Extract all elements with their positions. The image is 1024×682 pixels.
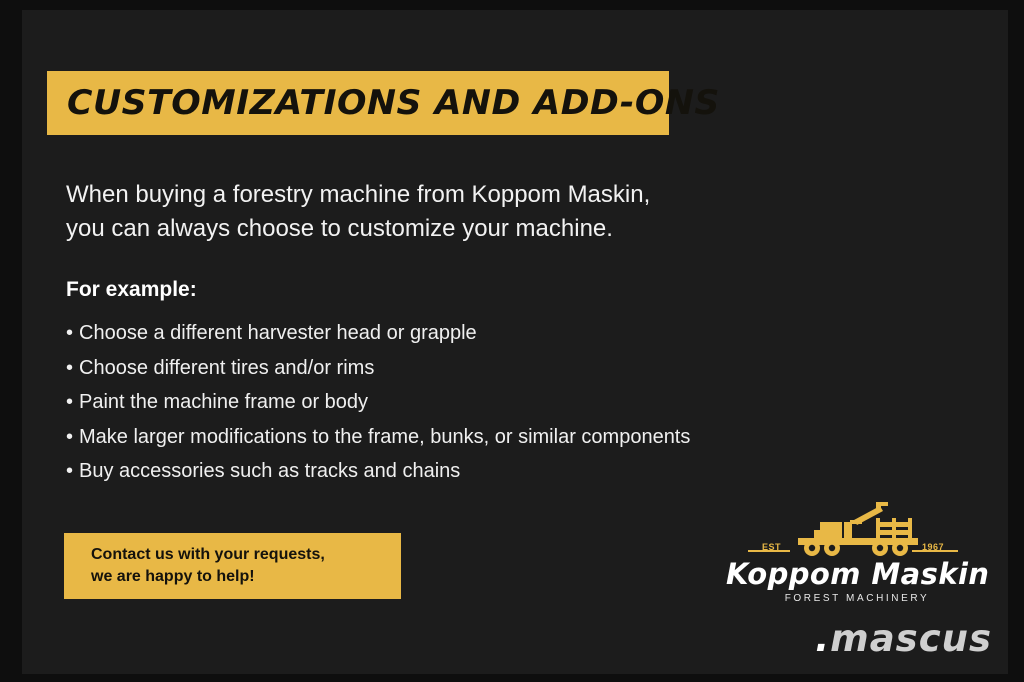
list-item-label: Make larger modifications to the frame, bunks, or similar components [79,425,691,448]
cta-line-2: we are happy to help! [91,568,255,585]
mascus-dot: . [815,617,831,660]
bullet-marker-icon: • [66,356,74,379]
list-item-label: Paint the machine frame or body [79,391,369,413]
background-top-bar [0,0,1024,10]
intro-line-2: you can always choose to customize your machine. [66,215,613,242]
list-item-label: Buy accessories such as tracks and chains [79,460,461,482]
mascus-watermark [742,617,992,660]
list-item [66,391,886,426]
bullet-marker-icon: • [66,322,74,344]
list-item [66,460,886,495]
intro-paragraph [66,178,766,246]
bullet-marker-icon: • [66,460,74,482]
list-item-label: Choose different tires and/or rims [79,356,375,379]
page-title: CUSTOMIZATIONS AND ADD-ONS [67,83,720,123]
bullet-marker-icon: • [66,425,74,448]
list-item [66,426,886,461]
list-item [66,322,886,357]
bullet-marker-icon: • [66,391,74,413]
background-left-bar [0,0,22,682]
intro-line-1: When buying a forestry machine from Koppom Maskin, [66,181,651,208]
background-bottom-bar [0,674,1024,682]
bullet-list [66,322,886,495]
logo-company-name: Koppom Maskin [726,557,990,591]
company-logo [726,500,988,612]
mascus-text: mascus [830,617,992,660]
title-banner [47,71,720,135]
cta-line-1: Contact us with your requests, [91,546,325,563]
list-item [66,357,886,392]
list-item-label: Choose a different harvester head or grapple [79,322,477,344]
contact-cta-banner[interactable] [64,533,401,599]
for-example-label: For example: [66,278,197,301]
logo-est-year: 1967 [922,542,945,552]
logo-tagline: FOREST MACHINERY [784,593,930,604]
logo-est-label: EST [762,542,782,552]
background-right-bar [1008,0,1024,682]
